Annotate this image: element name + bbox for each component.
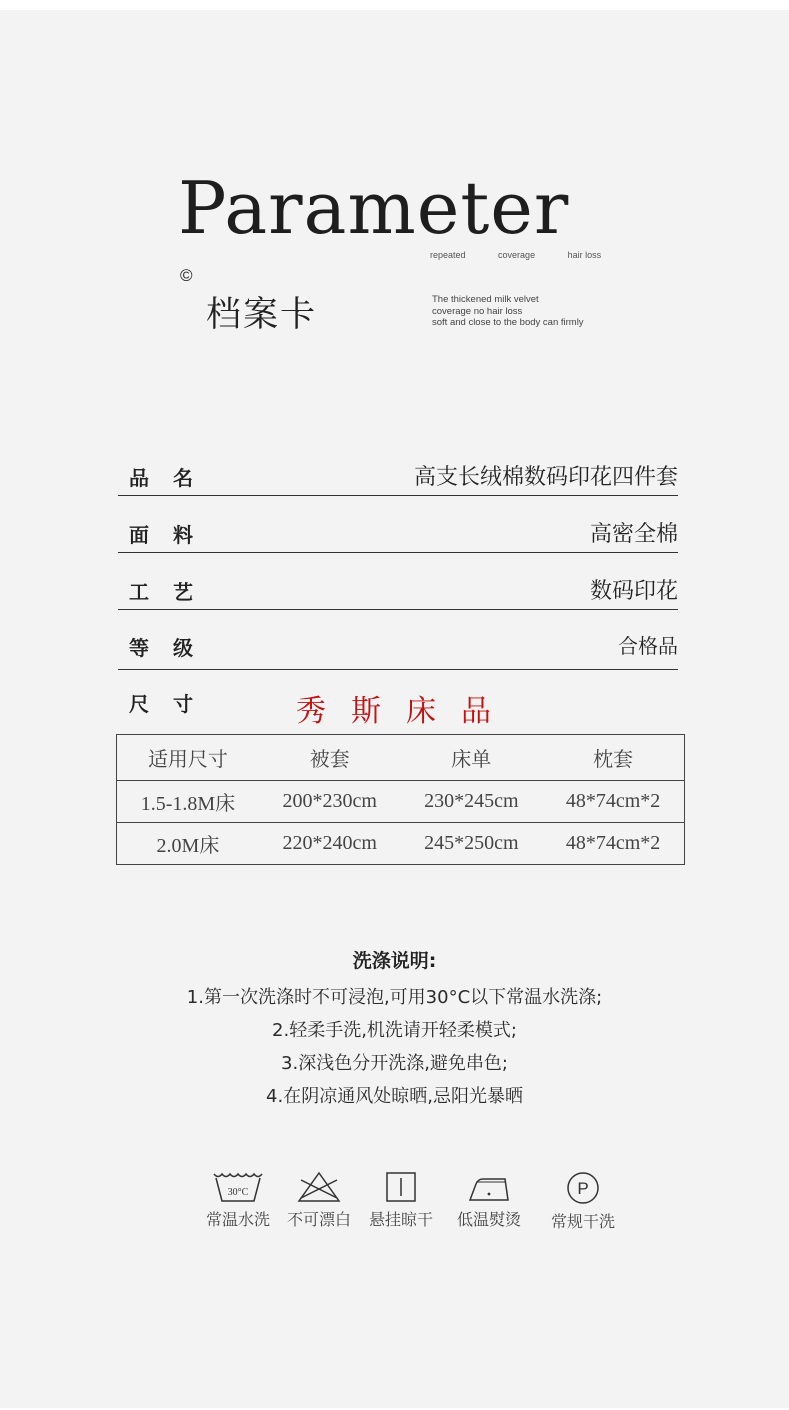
care-label: 不可漂白 [286,1210,351,1229]
table-cell: 2.0M床 [117,823,259,865]
param-label: 面料 [129,523,217,547]
column-header: 适用尺寸 [147,747,228,771]
param-label: 品名 [129,466,217,490]
table-header-row [117,735,685,781]
dry-clean-letter: P [577,1179,589,1198]
hang-dry-icon [384,1170,418,1204]
size-table [116,734,685,865]
wash-temp-label: 30°C [227,1187,249,1198]
care-item-wash [203,1170,273,1230]
low-iron-icon [467,1170,511,1204]
care-item-no-bleach [284,1170,354,1230]
copyright-icon: © [180,266,193,285]
dry-clean-p-icon [565,1170,601,1206]
tag: coverage [498,250,536,260]
page-subtitle: 档案卡 [206,295,318,335]
param-label: 工艺 [129,580,217,604]
column-header: 被套 [309,747,350,771]
washing-line: 1.第一次洗涤时不可浸泡,可用30°C以下常温水洗涤; [186,987,603,1008]
column-header: 枕套 [593,747,634,771]
table-row [117,781,685,823]
tag: hair loss [567,250,602,260]
description-line: The thickened milk velvet [432,294,539,305]
washing-title: 洗涤说明: [352,950,437,972]
divider [118,495,678,496]
care-label: 悬挂晾干 [368,1210,433,1229]
washing-line: 2.轻柔手洗,机洗请开轻柔模式; [272,1020,517,1041]
care-item-iron [454,1170,524,1230]
brand-name: 秀斯床品 [296,694,516,729]
header-tags [430,250,631,260]
column-header: 床单 [451,747,492,771]
param-row-craft [118,574,678,604]
wash-30c-icon [212,1170,264,1204]
table-cell: 200*230cm [259,781,401,823]
param-label: 等级 [129,636,217,660]
table-cell: 1.5-1.8M床 [117,781,259,823]
care-item-dry-clean [548,1170,618,1232]
table-cell: 220*240cm [259,823,401,865]
param-row-grade [118,630,678,660]
param-row-fabric [118,517,678,547]
divider [118,552,678,553]
param-value: 合格品 [618,634,678,658]
care-label: 低温熨烫 [456,1210,521,1229]
param-row-name [118,460,678,490]
param-value: 数码印花 [589,579,678,604]
no-bleach-icon [295,1170,343,1204]
param-value: 高密全棉 [589,522,678,547]
description-line: coverage no hair loss [432,305,523,317]
care-item-hang-dry [366,1170,436,1230]
header-description [432,294,584,329]
page-title: Parameter [178,166,570,250]
care-label: 常规干洗 [550,1212,615,1231]
param-label: 尺寸 [129,692,217,716]
table-cell: 245*250cm [401,823,543,865]
care-label: 常温水洗 [205,1210,270,1229]
table-cell: 48*74cm*2 [542,781,684,823]
washing-line: 4.在阴凉通风处晾晒,忌阳光暴晒 [266,1086,523,1107]
divider [118,669,678,670]
param-value: 高支长绒棉数码印花四件套 [413,465,678,490]
table-row [117,823,685,865]
table-cell: 230*245cm [401,781,543,823]
tag: repeated [430,250,466,260]
divider [118,609,678,610]
washing-line: 3.深浅色分开洗涤,避免串色; [281,1053,508,1074]
table-cell: 48*74cm*2 [542,823,684,865]
description-line: soft and close to the body can firmly [432,317,584,328]
